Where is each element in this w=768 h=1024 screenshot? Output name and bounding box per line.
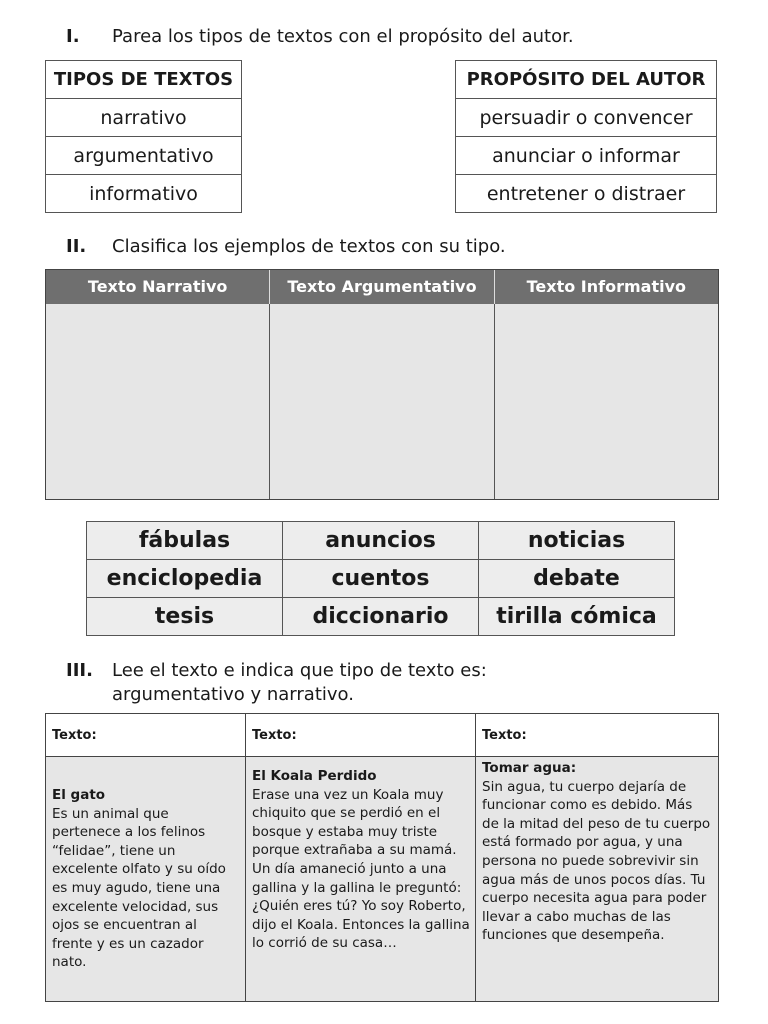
type-item: argumentativo [46,137,242,175]
purpose-item: anunciar o informar [456,137,717,175]
text-label-1: Texto: [46,714,246,756]
section-3-instruction-line1: Lee el texto e indica que tipo de texto es: [112,660,487,681]
section-2-heading [66,236,506,257]
purpose-item: persuadir o convencer [456,99,717,137]
word-bank-item: cuentos [283,560,479,598]
text-label-2: Texto: [246,714,476,756]
word-bank-item: diccionario [283,598,479,636]
purpose-header: PROPÓSITO DEL AUTOR [456,61,717,99]
text-3-body: Sin agua, tu cuerpo dejaría de funcionar como es debido. Más de la mitad del peso de tu cuerpo está formado por agua, y una persona no puede sobrevivir sin agua más de unos pocos días. Tu cuerpo necesita agua para poder llevar a cabo muchas de las funciones que desempeña. [482,778,711,944]
text-cell-3 [476,757,718,1001]
section-1-heading [66,26,574,47]
text-label-3: Texto: [482,728,527,743]
text-1-title: El gato [52,787,106,803]
text-1-body: Es un animal que pertenece a los felinos “felidae”, tiene un excelente olfato y su oído es muy agudo, tiene una excelente velocidad, sus ojos se encuentran al frente y es un cazador nato. [52,805,226,971]
classification-table [45,269,719,500]
text-2-body: Erase una vez un Koala muy chiquito que se perdió en el bosque y estaba muy triste porque extrañaba a su mamá. Un día amaneció junto a una gallina y la gallina le preguntó: ¿Quién eres tú? Yo soy Roberto, dijo el Koala. Entonces la gallina lo corrió de su casa… [252,786,470,952]
word-bank-item: tirilla cómica [479,598,675,636]
type-item: informativo [46,175,242,213]
texts-body-row [46,757,718,1001]
text-3-title: Tomar agua: [482,760,577,776]
column-header-narrative: Texto Narrativo [46,270,270,304]
reading-texts-table [45,713,719,1002]
section-1-number: I. [66,26,80,47]
word-bank-item: noticias [479,522,675,560]
type-item: narrativo [46,99,242,137]
answer-cell-informative[interactable] [495,304,718,499]
word-bank-item: enciclopedia [87,560,283,598]
purpose-table [455,60,717,213]
text-2-title: El Koala Perdido [252,768,377,784]
section-2-number: II. [66,236,87,257]
types-table [45,60,242,213]
column-header-informative: Texto Informativo [526,277,687,296]
column-header-argumentative: Texto Argumentativo [270,270,494,304]
text-cell-2 [246,757,476,1001]
section-3-heading [66,660,487,681]
answer-cell-narrative[interactable] [46,304,270,499]
word-bank-item: fábulas [87,522,283,560]
answer-cell-argumentative[interactable] [270,304,494,499]
word-bank [86,521,675,636]
types-header: TIPOS DE TEXTOS [46,61,242,99]
classification-answer-row [46,304,718,499]
purpose-item: entretener o distraer [456,175,717,213]
section-3-number: III. [66,660,93,681]
word-bank-item: anuncios [283,522,479,560]
section-2-instruction: Clasifica los ejemplos de textos con su tipo. [112,236,506,257]
word-bank-item: tesis [87,598,283,636]
texts-header-row [46,714,718,757]
classification-header-row [46,270,718,304]
section-3-instruction-line2: argumentativo y narrativo. [112,684,354,705]
section-1-instruction: Parea los tipos de textos con el propósito del autor. [112,26,574,47]
text-cell-1 [46,757,246,1001]
word-bank-item: debate [479,560,675,598]
